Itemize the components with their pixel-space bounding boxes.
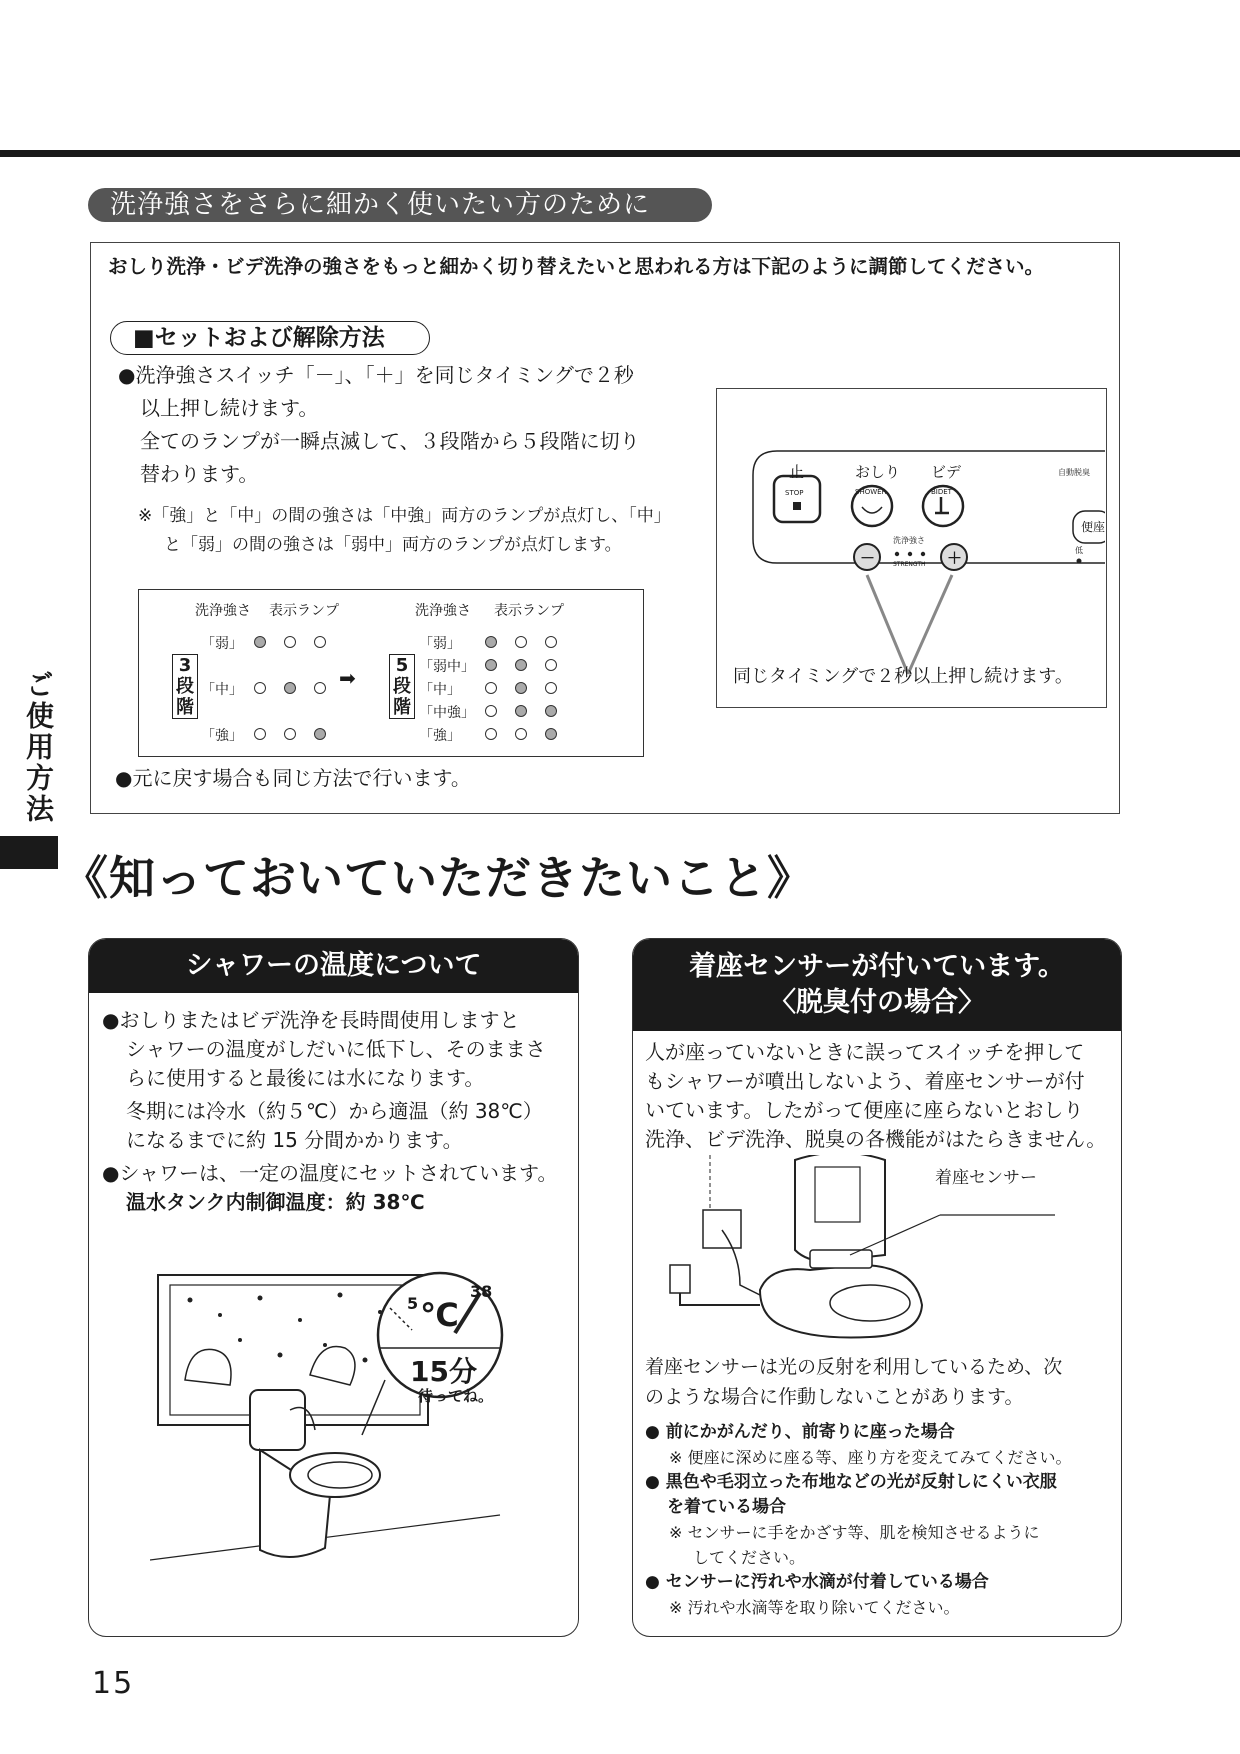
three-stage-lamp-indicator — [314, 682, 326, 694]
five-stage-lamp-indicator — [515, 705, 527, 717]
five-stage-lamp-indicator — [485, 636, 497, 648]
sensor-label: 着座センサー — [935, 1168, 1037, 1188]
five-stage-row-label: 「中」 — [419, 682, 461, 698]
gauge-max: 38 — [470, 1282, 493, 1301]
five-stage-lamp-indicator — [515, 682, 527, 694]
case-3-title: ● センサーに汚れや水滴が付着している場合 — [645, 1572, 989, 1592]
five-stage-lamp-indicator — [515, 636, 527, 648]
card-left-line-3: らに使用すると最後には水になります。 — [126, 1066, 485, 1090]
wait-time: 15分 — [410, 1355, 477, 1388]
control-panel-figure — [716, 388, 1107, 708]
arrow-icon: ➡ — [339, 666, 356, 690]
case-1-note: ※ 便座に深めに座る等、座り方を変えてみてください。 — [669, 1448, 1072, 1467]
five-stage-lamp-indicator — [485, 682, 497, 694]
three-stage-text: 3段階 — [176, 655, 194, 718]
oshiri-label: おしり — [855, 463, 901, 481]
top-rule — [0, 150, 1240, 157]
low-label: 低 — [1075, 546, 1083, 555]
stop-label: 止 — [789, 463, 805, 481]
strength-label: 洗浄強さ — [893, 536, 925, 545]
card-left-line-4: 冬期には冷水（約５℃）から適温（約 38℃） — [126, 1099, 543, 1123]
three-stage-lamp-indicator — [314, 636, 326, 648]
three-stage-lamp-indicator — [254, 682, 266, 694]
card-right-line-4: 洗浄、ビデ洗浄、脱臭の各機能がはたらきません。 — [645, 1127, 1107, 1151]
five-stage-row-label: 「強」 — [419, 728, 461, 744]
side-tab-marker — [0, 836, 58, 869]
sub-title: ■セットおよび解除方法 — [110, 321, 430, 355]
five-stage-row-label: 「弱」 — [419, 636, 461, 652]
footer-note: ●元に戻す場合も同じ方法で行います。 — [115, 766, 471, 790]
step-line-4: 替わります。 — [140, 462, 259, 486]
case-3-note: ※ 汚れや水滴等を取り除いてください。 — [669, 1598, 960, 1617]
card-left-body — [102, 1006, 557, 1217]
card-right-p2-line-1: 着座センサーは光の反射を利用しているため、次 — [645, 1356, 1063, 1378]
bidet-label: ビデ — [931, 463, 962, 481]
stop-sub: STOP — [785, 489, 804, 497]
gauge-min: 5 — [407, 1294, 419, 1313]
three-stage-label — [172, 654, 198, 719]
card-left-bold-line: 温水タンク内制御温度：約 38℃ — [126, 1190, 425, 1214]
three-stage-lamp-indicator — [254, 728, 266, 740]
wait-text: 待ってね。 — [418, 1387, 494, 1405]
col-lamp-left: 表示ランプ — [269, 603, 339, 619]
three-stage-lamp-indicator — [284, 728, 296, 740]
auto-deodorize-label: 自動脱臭 — [1058, 468, 1090, 477]
note-line-2: と「弱」の間の強さは「弱中」両方のランプが点灯します。 — [164, 535, 622, 555]
card-right-line-2: もシャワーが噴出しないよう、着座センサーが付 — [645, 1069, 1085, 1093]
panel-caption: 同じタイミングで２秒以上押し続けます。 — [733, 666, 1073, 687]
five-stage-lamp-indicator — [515, 728, 527, 740]
card-right-line-3: いています。したがって便座に座らないとおしり — [645, 1098, 1084, 1122]
three-stage-lamp-indicator — [284, 636, 296, 648]
section-title: 洗浄強さをさらに細かく使いたい方のために — [88, 188, 712, 222]
col-strength-right: 洗浄強さ — [415, 603, 471, 619]
case-2-note-2: してください。 — [693, 1548, 806, 1567]
three-stage-row-label: 「強」 — [201, 728, 243, 744]
card-left-line-6: ●シャワーは、一定の温度にセットされています。 — [102, 1161, 558, 1185]
side-tab: ご使用方法 — [22, 670, 55, 825]
control-panel-drawing — [717, 389, 1105, 706]
case-2-title: ● 黒色や毛羽立った布地などの光が反射しにくい衣服 — [645, 1472, 1057, 1492]
card-left-line-1: ●おしりまたはビデ洗浄を長時間使用しますと — [102, 1008, 520, 1032]
case-2-note-1: ※ センサーに手をかざす等、肌を検知させるように — [669, 1523, 1040, 1542]
three-stage-row-label: 「弱」 — [201, 636, 243, 652]
card-right-title-2: 〈脱臭付の場合〉 — [769, 987, 985, 1018]
card-left-title: シャワーの温度について — [89, 939, 578, 993]
card-left-line-5: になるまでに約 15 分間かかります。 — [126, 1128, 463, 1152]
minus-icon: － — [860, 549, 876, 567]
five-stage-lamp-indicator — [485, 659, 497, 671]
card-right-p2-line-2: のような場合に作動しないことがあります。 — [645, 1386, 1024, 1408]
three-stage-lamp-indicator — [314, 728, 326, 740]
step-line-3: 全てのランプが一瞬点滅して、３段階から５段階に切り — [140, 429, 640, 453]
page-number: 15 — [92, 1666, 135, 1701]
card-left-line-2: シャワーの温度がしだいに低下し、そのままさ — [126, 1037, 546, 1061]
card-right-paragraph — [645, 1038, 1106, 1154]
bidet-sub: BIDET — [931, 488, 952, 496]
five-stage-row-label: 「中強」 — [419, 705, 475, 721]
three-stage-lamp-indicator — [284, 682, 296, 694]
card-right-line-1: 人が座っていないときに誤ってスイッチを押して — [645, 1040, 1085, 1064]
five-stage-lamp-indicator — [545, 636, 557, 648]
oshiri-sub: SHOWER — [855, 488, 887, 496]
five-stage-text: 5段階 — [393, 655, 411, 718]
five-stage-lamp-indicator — [545, 682, 557, 694]
five-stage-label — [389, 654, 415, 719]
note-line-1: ※「強」と「中」の間の強さは「中強」両方のランプが点灯し、「中」 — [138, 506, 671, 526]
five-stage-lamp-indicator — [485, 728, 497, 740]
gauge-unit: ℃ — [420, 1296, 459, 1334]
card-right-paragraph2 — [645, 1352, 1062, 1412]
lamp-table — [138, 589, 644, 757]
strength-sub: STRENGTH — [893, 561, 926, 568]
case-1-title: ● 前にかがんだり、前寄りに座った場合 — [645, 1422, 955, 1442]
col-strength-left: 洗浄強さ — [195, 603, 251, 619]
five-stage-row-label: 「弱中」 — [419, 659, 475, 675]
card-right-header — [633, 939, 1121, 1031]
card-right-title-1: 着座センサーが付いています。 — [689, 951, 1065, 982]
col-lamp-right: 表示ランプ — [494, 603, 564, 619]
intro-text: おしり洗浄・ビデ洗浄の強さをもっと細かく切り替えたいと思われる方は下記のように調節してください。 — [108, 255, 1045, 278]
five-stage-lamp-indicator — [545, 659, 557, 671]
case-2-title-2: を着ている場合 — [667, 1497, 786, 1517]
five-stage-lamp-indicator — [515, 659, 527, 671]
five-stage-lamp-indicator — [545, 705, 557, 717]
step-line-1: ●洗浄強さスイッチ「－」、「＋」を同じタイミングで２秒 — [118, 363, 634, 387]
three-stage-lamp-indicator — [254, 636, 266, 648]
main-heading: 《知っておいていただきたいこと》 — [62, 851, 814, 905]
plus-icon: ＋ — [947, 549, 963, 567]
five-stage-lamp-indicator — [545, 728, 557, 740]
seat-label: 便座 — [1081, 520, 1106, 534]
card-right-cases — [645, 1420, 1072, 1620]
step-line-2: 以上押し続けます。 — [140, 396, 319, 420]
five-stage-lamp-indicator — [485, 705, 497, 717]
stop-button[interactable] — [774, 476, 820, 522]
three-stage-row-label: 「中」 — [201, 682, 243, 698]
